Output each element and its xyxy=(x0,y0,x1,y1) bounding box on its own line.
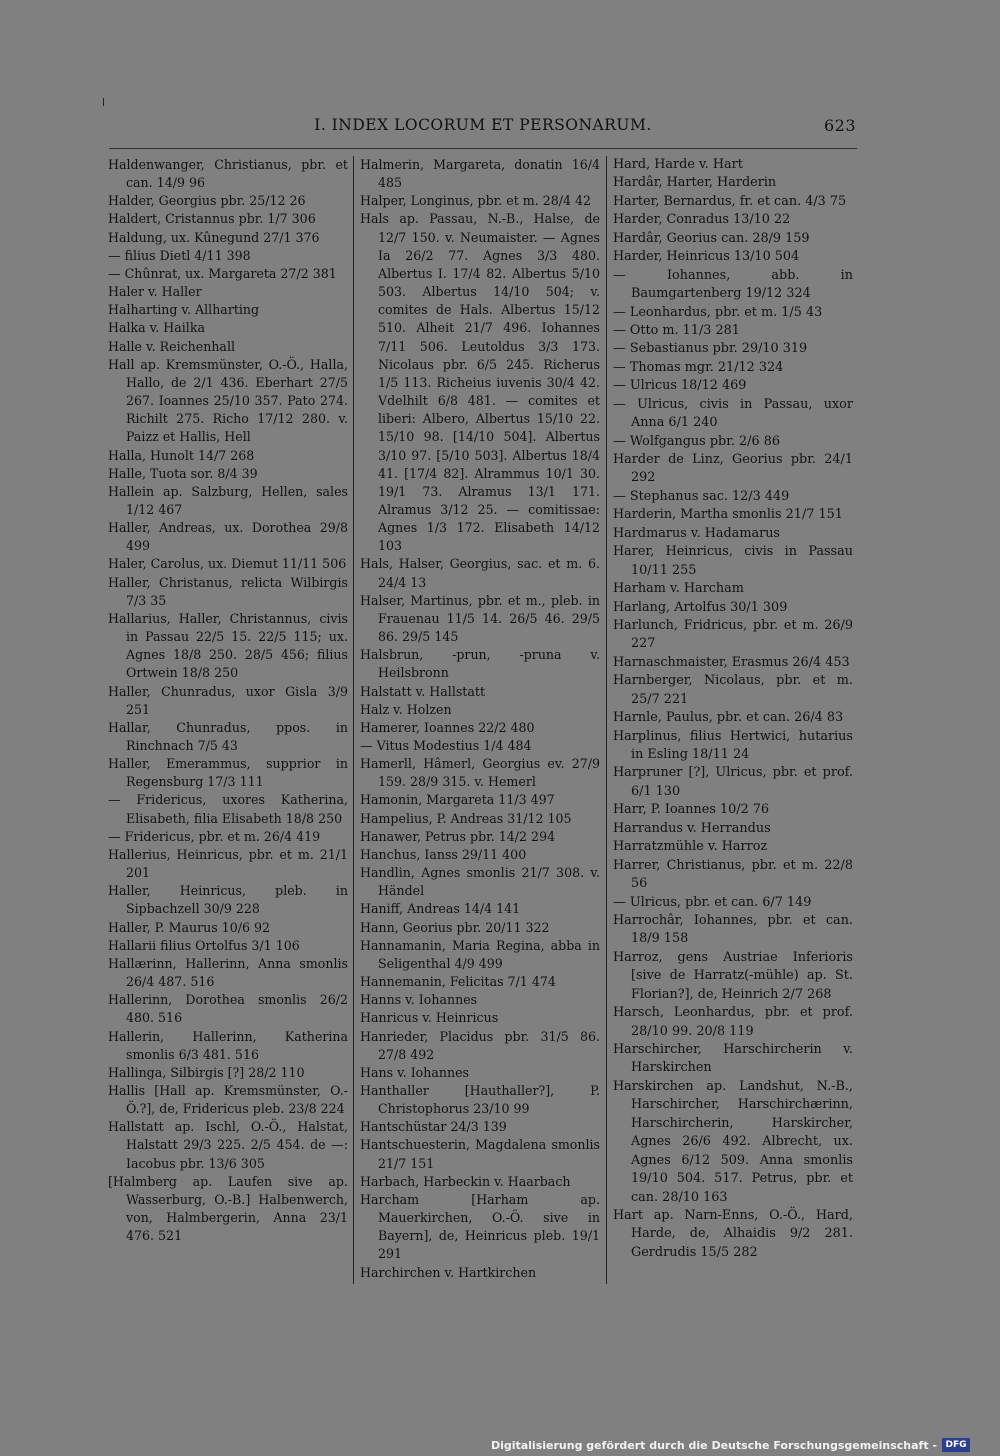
index-entry-text: Harnle, Paulus, pbr. et can. 26/4 83 xyxy=(613,710,844,726)
index-entry xyxy=(108,1173,353,1246)
index-entry-text: Harlang, Artolfus 30/1 309 xyxy=(613,599,788,615)
index-entry xyxy=(613,543,858,580)
index-entry xyxy=(613,248,853,266)
index-entry-text: Halsbrun, -prun, -pruna v. Heilsbronn xyxy=(360,647,605,681)
index-entry-text: Harr, P. Ioannes 10/2 76 xyxy=(613,802,770,818)
index-entry xyxy=(613,322,853,340)
index-entry-text: Haller, Chunradus, uxor Gisla 3/9 251 xyxy=(108,683,353,717)
index-entry xyxy=(613,506,853,524)
index-entry-text: Harder de Linz, Georius pbr. 24/1 292 xyxy=(613,452,858,486)
index-entry xyxy=(613,377,853,395)
index-entry xyxy=(613,1004,858,1041)
index-entry xyxy=(360,1028,605,1064)
index-entry xyxy=(360,791,600,809)
index-entry-text: Hall ap. Kremsmünster, O.-Ö., Halla, Hallo, de 2/1 436. Eberhart 27/5 267. Ioannes 25/10 357. Pato 274. Richilt 275. Richo 17/12 280. v. Paizz et Hallis, Hell xyxy=(108,356,353,445)
index-entry-text: Hals, Halser, Georgius, sac. et m. 6. 24/4 13 xyxy=(360,556,605,590)
index-entry xyxy=(108,447,348,465)
index-entry xyxy=(613,1041,858,1078)
running-head-title: I. INDEX LOCORUM ET PERSONARUM. xyxy=(314,116,652,134)
index-entry xyxy=(360,828,600,846)
digitization-footer xyxy=(491,1437,970,1453)
index-entry-text: Hals ap. Passau, N.-B., Halse, de 12/7 150. v. Neumaister. — Agnes Ia 26/2 77. Agnes 3/3 480. Albertus I. 17/4 82. Albertus 5/10 503. Albertus 14/10 504; v. comites de Hals. Albertus 15/12 510. Alheit 21/7 496. Iohannes 7/11 506. Leutoldus 3/3 173. Nicolaus pbr. 6/5 245. Richerus 1/5 113. Richeius iuvenis 30/4 42. Vdelhilt 6/8 481. — comites et liberi: Albero, Albertus 15/10 22. 15/10 98. [14/10 504]. Albertus 3/10 97. [5/10 503]. Albertus 18/4 41. [17/4 82]. Alrammus 10/1 30. 19/1 73. Alramus 13/1 171. Alramus 3/12 25. — comitissae: Agnes 1/3 172. Elisabeth 14/12 103 xyxy=(360,211,605,554)
index-entry-text: — Leonhardus, pbr. et m. 1/5 43 xyxy=(613,304,823,320)
index-entry-text: Harlunch, Fridricus, pbr. et m. 26/9 227 xyxy=(613,617,858,652)
index-entry xyxy=(108,156,353,192)
index-entry xyxy=(613,359,853,377)
index-entry xyxy=(613,709,853,727)
margin-tick-mark xyxy=(103,98,104,106)
index-entry-text: Halper, Longinus, pbr. et m. 28/4 42 xyxy=(360,193,592,209)
index-entry-text: — Fridericus, uxores Katherina, Elisabeth, filia Elisabeth 18/8 250 xyxy=(108,792,353,826)
index-entry xyxy=(613,193,853,211)
index-entry xyxy=(613,838,853,856)
index-entry-text: Haller, P. Maurus 10/6 92 xyxy=(108,919,270,935)
index-entry xyxy=(108,828,348,846)
index-entry-text: — Otto m. 11/3 281 xyxy=(613,322,740,338)
index-entry xyxy=(613,599,853,617)
index-entry-text: Harder, Conradus 13/10 22 xyxy=(613,212,791,228)
index-entry xyxy=(108,192,348,210)
index-entry-text: Hardmarus v. Hadamarus xyxy=(613,525,781,541)
index-entry-text: — Chûnrat, ux. Margareta 27/2 381 xyxy=(108,265,337,281)
index-entry xyxy=(108,210,348,228)
index-entry xyxy=(108,483,353,519)
index-entry xyxy=(108,229,348,247)
index-entry-text: — Ulricus, civis in Passau, uxor Anna 6/1 240 xyxy=(613,396,858,431)
index-entry-text: Hantschuesterin, Magdalena smonlis 21/7 151 xyxy=(360,1137,605,1171)
index-entry-text: Hardâr, Georius can. 28/9 159 xyxy=(613,230,810,246)
index-entry xyxy=(613,451,858,488)
index-entry-text: Hampelius, P. Andreas 31/12 105 xyxy=(360,810,572,826)
index-entry xyxy=(613,1078,858,1207)
index-entry-text: Hallein ap. Salzburg, Hellen, sales 1/12 467 xyxy=(108,483,353,517)
index-entry xyxy=(613,894,853,912)
index-entry xyxy=(360,900,600,918)
column-divider xyxy=(353,156,354,1284)
index-entry xyxy=(360,937,605,973)
index-entry-text: Hart ap. Narn-Enns, O.-Ö., Hard, Harde, de, Alhaidis 9/2 281. Gerdrudis 15/5 282 xyxy=(613,1207,858,1260)
index-entry-text: Harder, Heinricus 13/10 504 xyxy=(613,249,800,265)
index-entry xyxy=(108,1118,353,1172)
index-entry-text: Halle v. Reichenhall xyxy=(108,338,235,354)
footer-credit-text: Digitalisierung gefördert durch die Deutsche Forschungsgemeinschaft - xyxy=(490,1438,937,1452)
index-entry xyxy=(108,991,353,1027)
index-entry-text: — Thomas mgr. 21/12 324 xyxy=(613,359,784,375)
index-entry-text: Hann, Georius pbr. 20/11 322 xyxy=(360,919,550,935)
index-entry-text: Harnaschmaister, Erasmus 26/4 453 xyxy=(613,654,850,670)
index-entry xyxy=(360,1009,600,1027)
index-entry xyxy=(360,973,600,991)
index-entry-text: Harpruner [?], Ulricus, pbr. et prof. 6/1 130 xyxy=(613,765,858,799)
index-entry-text: Harrandus v. Herrandus xyxy=(613,820,771,836)
index-entry-text: Harbach, Harbeckin v. Haarbach xyxy=(360,1173,571,1189)
index-entry-text: Harter, Bernardus, fr. et can. 4/3 75 xyxy=(613,193,847,209)
index-entry xyxy=(108,356,353,447)
index-entry-text: Hamerll, Hâmerl, Georgius ev. 27/9 159. 28/9 315. v. Hemerl xyxy=(360,756,605,790)
index-entry-text: Halder, Georgius pbr. 25/12 26 xyxy=(108,193,306,209)
index-entry-text: Halla, Hunolt 14/7 268 xyxy=(108,447,255,463)
index-entry-text: Harderin, Martha smonlis 21/7 151 xyxy=(613,507,843,523)
index-entry xyxy=(360,755,605,791)
index-entry-text: — Stephanus sac. 12/3 449 xyxy=(613,488,790,504)
index-column-3 xyxy=(613,156,858,1262)
index-entry xyxy=(108,265,348,283)
index-entry-text: Harskirchen ap. Landshut, N.-B., Harschircher, Harschirchærinn, Harschircherin, Harskircher, Agnes 26/6 492. Albrecht, ux. Agnes 6/12 509. Anna smonlis 19/10 504. 517. Petrus, pbr. et can. 28/10 163 xyxy=(613,1078,858,1205)
index-entry xyxy=(613,525,853,543)
index-entry xyxy=(613,728,858,765)
index-entry-text: Hantschüstar 24/3 139 xyxy=(360,1119,507,1135)
index-entry-text: Handlin, Agnes smonlis 21/7 308. v. Händel xyxy=(360,865,605,899)
index-entry xyxy=(108,319,348,337)
index-entry xyxy=(613,267,858,304)
index-entry-text: Hans v. Iohannes xyxy=(360,1064,470,1080)
index-column-1 xyxy=(108,156,353,1245)
index-entry xyxy=(360,1082,605,1118)
dfg-logo: DFG xyxy=(942,1438,970,1452)
index-entry xyxy=(108,338,348,356)
index-entry xyxy=(108,247,348,265)
index-entry-text: — Wolfgangus pbr. 2/6 86 xyxy=(613,433,780,449)
index-entry-text: Halstatt v. Hallstatt xyxy=(360,683,486,699)
index-entry xyxy=(613,820,853,838)
index-entry xyxy=(613,340,853,358)
index-entry-text: Hamonin, Margareta 11/3 497 xyxy=(360,792,555,808)
index-entry xyxy=(360,864,605,900)
index-entry xyxy=(360,846,600,864)
index-entry-text: — Vitus Modestius 1/4 484 xyxy=(360,738,532,753)
index-entry xyxy=(360,592,605,646)
index-entry-text: Hallstatt ap. Ischl, O.-Ö., Halstat, Halstatt 29/3 225. 2/5 454. de —: Iacobus pbr. 13/6 305 xyxy=(108,1119,353,1171)
index-entry xyxy=(108,283,348,301)
index-entry xyxy=(613,433,853,451)
index-entry-text: Haller, Emerammus, supprior in Regensburg 17/3 111 xyxy=(108,756,353,790)
index-entry xyxy=(360,555,605,591)
page-number: 623 xyxy=(823,116,856,135)
index-entry xyxy=(108,791,353,827)
index-entry-text: Hardâr, Harter, Harderin xyxy=(613,175,777,191)
index-entry xyxy=(360,701,600,719)
index-entry-text: Hanthaller [Hauthaller?], P. Christophorus 23/10 99 xyxy=(360,1082,605,1117)
index-entry-text: Hannamanin, Maria Regina, abba in Seligenthal 4/9 499 xyxy=(360,937,605,971)
index-entry-text: Hamerer, Ioannes 22/2 480 xyxy=(360,719,535,735)
column-divider xyxy=(606,156,607,1284)
index-entry xyxy=(360,192,600,210)
index-entry xyxy=(108,555,348,573)
index-entry-text: Harchirchen v. Hartkirchen xyxy=(360,1264,537,1280)
header-rule xyxy=(109,148,857,149)
index-entry xyxy=(613,174,853,192)
index-entry-text: Halz v. Holzen xyxy=(360,701,452,717)
index-entry-text: Harrer, Christianus, pbr. et m. 22/8 56 xyxy=(613,857,858,892)
index-entry-text: — filius Dietl 4/11 398 xyxy=(108,247,251,263)
index-entry xyxy=(360,156,605,192)
index-entry-text: Harschircher, Harschircherin v. Harskirchen xyxy=(613,1042,858,1076)
index-entry-text: Harsch, Leonhardus, pbr. et prof. 28/10 99. 20/8 119 xyxy=(613,1005,858,1039)
index-entry-text: Haniff, Andreas 14/4 141 xyxy=(360,901,521,917)
index-entry-text: Hallerin, Hallerinn, Katherina smonlis 6/3 481. 516 xyxy=(108,1028,353,1062)
index-entry xyxy=(613,396,858,433)
index-entry xyxy=(613,857,858,894)
index-entry-text: Harnberger, Nicolaus, pbr. et m. 25/7 221 xyxy=(613,673,858,707)
index-entry xyxy=(108,955,353,991)
index-entry xyxy=(108,683,353,719)
index-entry xyxy=(360,1173,600,1191)
index-entry xyxy=(613,211,853,229)
index-entry-text: — Ulricus, pbr. et can. 6/7 149 xyxy=(613,894,812,910)
index-entry xyxy=(108,755,353,791)
index-entry-text: Harrochâr, Iohannes, pbr. et can. 18/9 158 xyxy=(613,912,858,947)
index-entry-text: — Sebastianus pbr. 29/10 319 xyxy=(613,341,808,357)
index-entry xyxy=(108,1082,348,1118)
index-entry xyxy=(613,912,858,949)
index-entry-text: Harham v. Harcham xyxy=(613,581,744,597)
index-entry-text: Hallærinn, Hallerinn, Anna smonlis 26/4 487. 516 xyxy=(108,955,353,990)
index-entry-text: Haldung, ux. Kûnegund 27/1 376 xyxy=(108,229,320,245)
index-entry-text: Hanchus, Ianss 29/11 400 xyxy=(360,846,527,862)
index-entry xyxy=(360,1264,600,1282)
index-entry-text: Haller, Christanus, relicta Wilbirgis 7/3 35 xyxy=(108,574,353,608)
index-entry xyxy=(613,801,853,819)
index-entry xyxy=(360,810,600,828)
index-entry-text: Harcham [Harham ap. Mauerkirchen, O.-Ö. sive in Bayern], de, Heinricus pleb. 19/1 291 xyxy=(360,1191,605,1262)
index-entry-text: — Ulricus 18/12 469 xyxy=(613,378,747,394)
index-entry-text: Haller, Andreas, ux. Dorothea 29/8 499 xyxy=(108,520,353,554)
index-entry xyxy=(108,1064,348,1082)
index-entry-text: Hallar, Chunradus, ppos. in Rinchnach 7/5 43 xyxy=(108,719,353,753)
index-entry xyxy=(613,580,853,598)
index-entry xyxy=(108,610,353,683)
index-entry xyxy=(613,949,858,1004)
index-entry xyxy=(360,1191,605,1264)
index-entry-text: Haller, Heinricus, pleb. in Sipbachzell 30/9 228 xyxy=(108,883,353,917)
index-entry-text: Halharting v. Allharting xyxy=(108,302,260,318)
index-entry xyxy=(360,683,600,701)
index-entry-text: Haldenwanger, Christianus, pbr. et can. 14/9 96 xyxy=(108,157,353,191)
index-entry-text: Haler, Carolus, ux. Diemut 11/11 506 xyxy=(108,556,347,572)
index-entry xyxy=(108,937,348,955)
index-entry-text: Halle, Tuota sor. 8/4 39 xyxy=(108,465,258,481)
index-entry-text: Hallarii filius Ortolfus 3/1 106 xyxy=(108,937,300,953)
index-entry xyxy=(108,465,348,483)
index-entry-text: Harer, Heinricus, civis in Passau 10/11 255 xyxy=(613,544,858,578)
index-entry xyxy=(108,519,353,555)
running-head xyxy=(110,116,856,136)
index-entry-text: Hard, Harde v. Hart xyxy=(613,157,743,172)
index-entry-text: Hallinga, Silbirgis [?] 28/2 110 xyxy=(108,1064,305,1080)
index-entry-text: — Iohannes, abb. in Baumgartenberg 19/12 324 xyxy=(613,267,858,302)
index-entry-text: — Fridericus, pbr. et m. 26/4 419 xyxy=(108,828,321,844)
index-entry xyxy=(613,654,853,672)
index-entry-text: Harplinus, filius Hertwici, hutarius in Esling 18/11 24 xyxy=(613,728,858,762)
index-entry xyxy=(360,991,600,1009)
index-entry-text: Hallarius, Haller, Christannus, civis in Passau 22/5 15. 22/5 115; ux. Agnes 18/8 250. 28/5 456; filius Ortwein 18/8 250 xyxy=(108,610,353,681)
index-entry-text: Hanricus v. Heinricus xyxy=(360,1010,499,1026)
index-entry-text: Harroz, gens Austriae Inferioris [sive de Harratz(-mühle) ap. St. Florian?], de, Heinrich 2/7 268 xyxy=(613,949,858,1002)
index-entry xyxy=(360,1064,600,1082)
index-column-2 xyxy=(360,156,605,1282)
index-entry xyxy=(108,882,353,918)
index-entry xyxy=(360,1118,600,1136)
index-entry-text: Hallis [Hall ap. Kremsmünster, O.-Ö.?], de, Fridericus pleb. 23/8 224 xyxy=(108,1082,348,1117)
index-entry xyxy=(360,737,600,755)
index-entry xyxy=(360,719,600,737)
index-entry-text: Halka v. Hailka xyxy=(108,320,205,336)
index-entry xyxy=(613,488,853,506)
index-entry xyxy=(108,301,348,319)
index-entry xyxy=(360,646,605,682)
index-entry-text: Haler v. Haller xyxy=(108,284,202,300)
index-entry xyxy=(360,919,600,937)
index-entry-text: Hanrieder, Placidus pbr. 31/5 86. 27/8 492 xyxy=(360,1028,605,1062)
index-entry xyxy=(360,210,605,555)
index-entry xyxy=(613,672,858,709)
index-entry-text: Hanns v. Iohannes xyxy=(360,992,478,1008)
index-entry xyxy=(613,230,853,248)
index-entry xyxy=(108,1028,353,1064)
index-entry-text: Hannemanin, Felicitas 7/1 474 xyxy=(360,974,556,990)
index-entry xyxy=(360,1136,605,1172)
index-entry xyxy=(108,719,353,755)
index-entry xyxy=(108,846,353,882)
index-entry-text: Haldert, Cristannus pbr. 1/7 306 xyxy=(108,211,316,227)
index-entry-text: Halser, Martinus, pbr. et m., pleb. in Frauenau 11/5 14. 26/5 46. 29/5 86. 29/5 145 xyxy=(360,592,605,645)
index-entry xyxy=(613,1207,858,1262)
index-entry xyxy=(108,574,353,610)
index-entry xyxy=(613,304,853,322)
index-entry-text: Hallerius, Heinricus, pbr. et m. 21/1 201 xyxy=(108,846,353,881)
index-entry-text: [Halmberg ap. Laufen sive ap. Wasserburg, O.-B.] Halbenwerch, von, Halmbergerin, Anna 23/1 476. 521 xyxy=(108,1173,353,1244)
index-entry-text: Halmerin, Margareta, donatin 16/4 485 xyxy=(360,157,605,191)
index-entry xyxy=(108,919,348,937)
index-entry-text: Hallerinn, Dorothea smonlis 26/2 480. 516 xyxy=(108,992,353,1026)
index-entry xyxy=(613,764,858,801)
index-entry-text: Harratzmühle v. Harroz xyxy=(613,839,768,855)
index-entry-text: Hanawer, Petrus pbr. 14/2 294 xyxy=(360,828,556,844)
index-entry xyxy=(613,617,858,654)
index-entry xyxy=(613,156,853,174)
